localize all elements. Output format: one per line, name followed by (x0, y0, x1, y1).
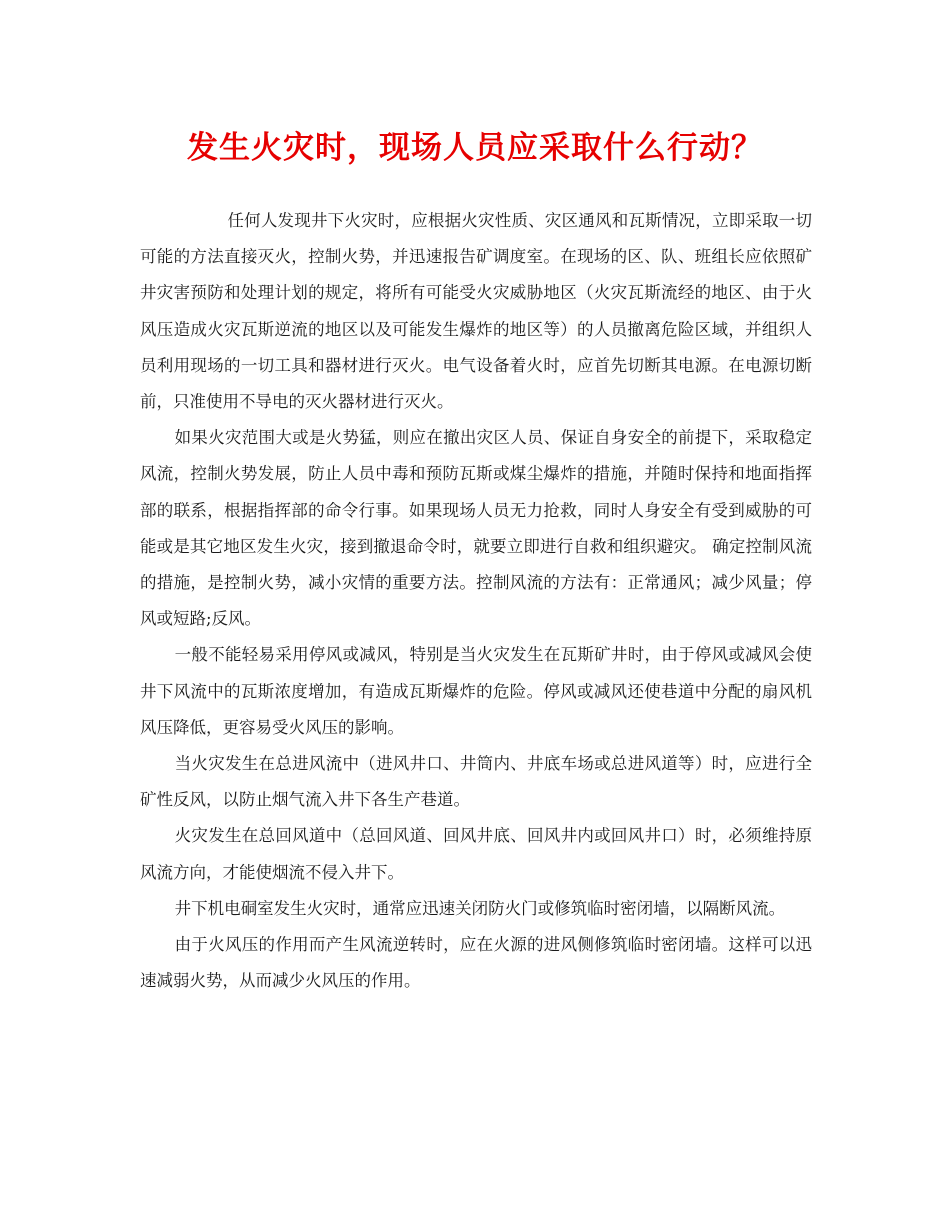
paragraph: 任何人发现井下火灾时，应根据火灾性质、灾区通风和瓦斯情况，立即采取一切可能的方法直接灭火，控制火势，并迅速报告矿调度室。在现场的区、队、班组长应依照矿井灾害预防和处理计划的规定，将所有可能受火灾威胁地区（火灾瓦斯流经的地区、由于火风压造成火灾瓦斯逆流的地区以及可能发生爆炸的地区等）的人员撤离危险区域，并组织人员利用现场的一切工具和器材进行灭火。电气设备着火时，应首先切断其电源。在电源切断前，只准使用不导电的灭火器材进行灭火。 (140, 211, 812, 412)
paragraph: 一般不能轻易采用停风或减风，特别是当火灾发生在瓦斯矿井时，由于停风或减风会使井下风流中的瓦斯浓度增加，有造成瓦斯爆炸的危险。停风或减风还使巷道中分配的扇风机风压降低，更容易受火风压的影响。 (140, 645, 812, 737)
paragraph: 由于火风压的作用而产生风流逆转时，应在火源的进风侧修筑临时密闭墙。这样可以迅速减弱火势，从而减少火风压的作用。 (140, 935, 812, 991)
document-title: 发生火灾时，现场人员应采取什么行动？ (187, 130, 763, 166)
document-body (140, 203, 812, 999)
paragraph: 井下机电硐室发生火灾时，通常应迅速关闭防火门或修筑临时密闭墙，以隔断风流。 (174, 898, 786, 918)
paragraph: 火灾发生在总回风道中（总回风道、回风井底、回风井内或回风井口）时，必须维持原风流方向，才能使烟流不侵入井下。 (140, 826, 812, 882)
paragraph: 当火灾发生在总进风流中（进风井口、井筒内、井底车场或总进风道等）时，应进行全矿性反风，以防止烟气流入井下各生产巷道。 (140, 754, 812, 810)
paragraph: 如果火灾范围大或是火势猛，则应在撤出灾区人员、保证自身安全的前提下，采取稳定风流，控制火势发展，防止人员中毒和预防瓦斯或煤尘爆炸的措施，并随时保持和地面指挥部的联系，根据指挥部的命令行事。如果现场人员无力抢救，同时人身安全有受到威胁的可能或是其它地区发生火灾，接到撤退命令时，就要立即进行自救和组织避灾。 确定控制风流的措施，是控制火势，减小灾情的重要方法。控制风流的方法有：正常通风；减少风量；停风或短路;反风。 (140, 428, 812, 629)
